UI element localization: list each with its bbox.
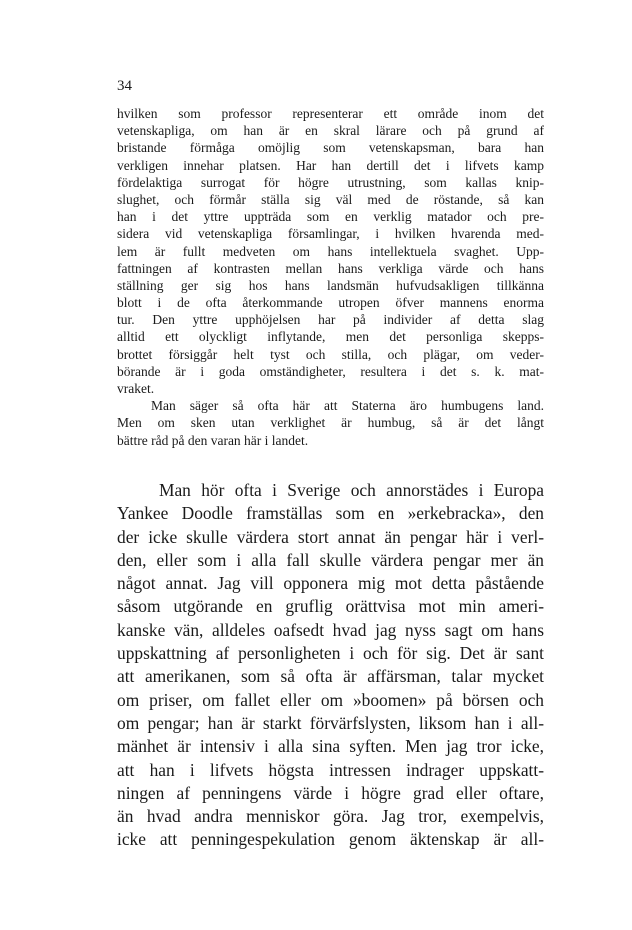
text-line: Man hör ofta i Sverige och annorstädes i Europa (159, 480, 544, 500)
text-line: lem är fullt medveten om hans intellektuela svaghet. Upp- (117, 243, 544, 259)
text-line: börande är i goda omständigheter, resultera i det s. k. mat- (117, 363, 544, 379)
text-line: der icke skulle värdera stort annat än pengar här i verl- (117, 526, 544, 547)
text-line: mänhet är intensiv i alla sina syften. Men jag tror icke, (117, 736, 544, 757)
text-line: kanske vän, alldeles oafsedt hvad jag nyss sagt om hans (117, 619, 544, 640)
text-line: tur. Den yttre upphöjelsen har på individer af detta slag (117, 312, 544, 328)
text-line: vetenskapliga, om han är en skral lärare och på grund af (117, 123, 544, 139)
text-line: han i det yttre uppträda som en verklig matador och pre- (117, 209, 544, 225)
text-line: att han i lifvets högsta intressen indrager uppskatt- (117, 759, 544, 780)
text-line: bättre råd på den varan här i landet. (117, 432, 309, 448)
paragraph-3 (117, 479, 544, 852)
text-line: slughet, och förmår ställa sig väl med de röstande, så kan (117, 191, 544, 207)
text-line: icke att penningespekulation genom äktenskap är all- (117, 829, 544, 850)
text-line: bristande förmåga omöjlig som vetenskapsman, bara han (117, 140, 544, 156)
text-line: såsom utgörande en gruflig orättvisa mot min ameri- (117, 596, 544, 617)
text-line: hvilken som professor representerar ett område inom det (117, 106, 544, 121)
text-line: att amerikanen, som så ofta är affärsman, talar mycket (117, 666, 544, 687)
text-line: ställning ger sig hos hans landsmän hufvudsakligen tillkänna (117, 277, 544, 293)
paragraph-1 (117, 105, 544, 397)
text-line: den, eller som i alla fall skulle värdera pengar mer än (117, 549, 544, 570)
text-line: alltid ett olyckligt inflytande, men det personliga skepps- (117, 329, 544, 345)
paragraph-2 (117, 397, 544, 449)
text-line: Man säger så ofta här att Staterna äro humbugens land. (151, 398, 544, 414)
text-line: om pengar; han är starkt förvärfslysten, liksom han i all- (117, 712, 544, 733)
text-line: än hvad andra menniskor göra. Jag tror, exempelvis, (117, 806, 544, 827)
small-text-block (117, 105, 544, 449)
text-line: uppskattning af personligheten i och för sig. Det är sant (117, 643, 544, 664)
text-line: vraket. (117, 381, 155, 396)
text-line: sidera vid vetenskapliga församlingar, i hvilken hvarenda med- (117, 226, 544, 242)
text-line: om priser, om fallet eller om »boomen» på börsen och (117, 689, 544, 710)
text-line: något annat. Jag vill opponera mig mot detta påstående (117, 573, 544, 594)
text-line: verkligen innehar platsen. Har han dertill det i lifvets kamp (117, 157, 544, 173)
large-text-block (117, 479, 544, 852)
text-line: Yankee Doodle framställas som en »erkebracka», den (117, 503, 544, 524)
text-line: fördelaktiga surrogat för högre utrustning, som kallas knip- (117, 174, 544, 190)
text-line: brottet försiggår helt tyst och stilla, och plägar, om veder- (117, 346, 544, 362)
text-line: blott i de ofta återkommande utropen öfver mannens enorma (117, 295, 544, 311)
text-line: ningen af penningens värde i högre grad eller oftare, (117, 782, 544, 803)
page-number: 34 (117, 78, 132, 94)
text-line: fattningen af kontrasten mellan hans verkliga värde och hans (117, 260, 544, 276)
text-line: Men om sken utan verklighet är humbug, så är det långt (117, 415, 544, 431)
